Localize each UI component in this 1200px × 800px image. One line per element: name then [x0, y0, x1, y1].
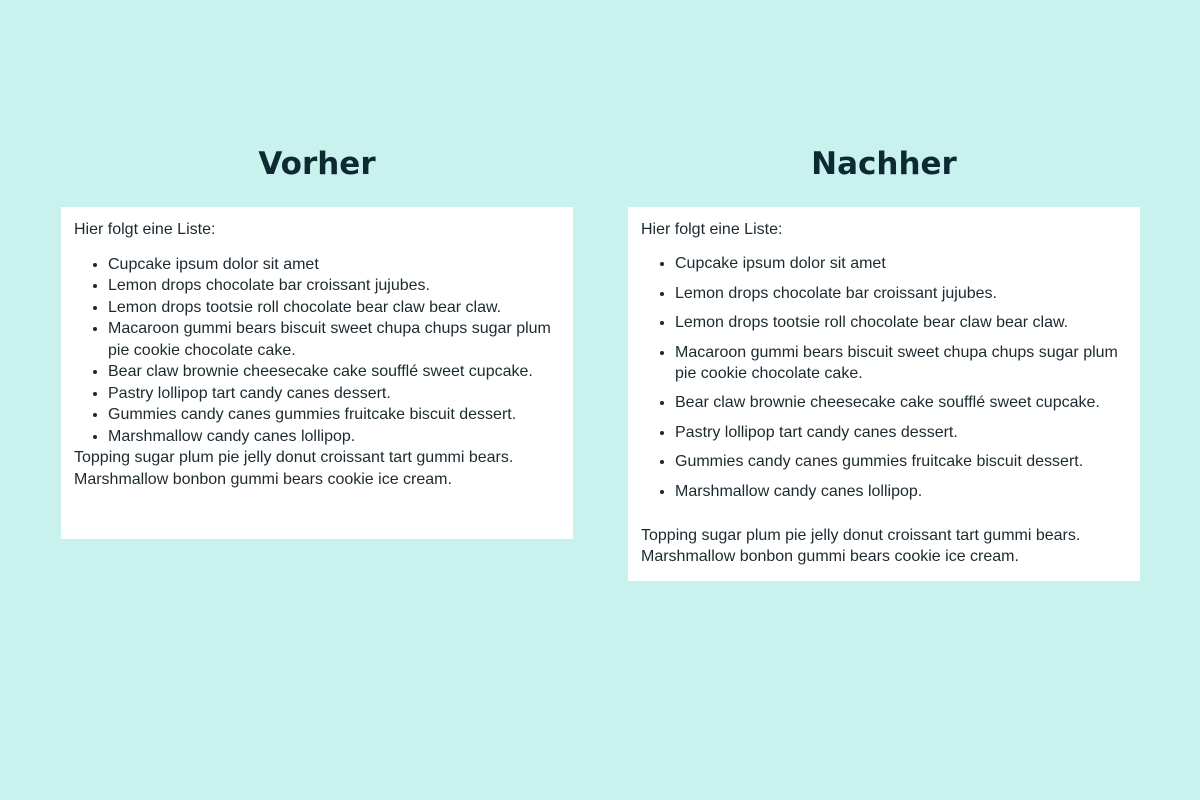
after-list [641, 253, 1127, 502]
list-item: • Cupcake ipsum dolor sit amet [108, 254, 560, 276]
list-item: • Macaroon gummi bears biscuit sweet chupa chups sugar plum pie cookie chocolate cake. [675, 342, 1127, 384]
list-item: • Lemon drops chocolate bar croissant jujubes. [675, 283, 1127, 304]
list-item: • Lemon drops chocolate bar croissant jujubes. [108, 275, 560, 297]
after-intro: Hier folgt eine Liste: [641, 221, 783, 238]
list-item: • Pastry lollipop tart candy canes dessert. [675, 422, 1127, 443]
list-item: • Bear claw brownie cheesecake cake soufflé sweet cupcake. [108, 361, 560, 383]
before-card [61, 207, 573, 539]
before-intro: Hier folgt eine Liste: [74, 221, 216, 238]
list-item: • Cupcake ipsum dolor sit amet [675, 253, 1127, 274]
list-item: • Lemon drops tootsie roll chocolate bear claw bear claw. [108, 297, 560, 319]
list-item: • Marshmallow candy canes lollipop. [675, 481, 1127, 502]
after-card [628, 207, 1140, 581]
list-item: • Gummies candy canes gummies fruitcake biscuit dessert. [108, 404, 560, 426]
list-item: • Gummies candy canes gummies fruitcake biscuit dessert. [675, 451, 1127, 472]
before-outro: Topping sugar plum pie jelly donut croissant tart gummi bears. Marshmallow bonbon gummi bears cookie ice cream. [74, 449, 514, 488]
list-item: • Macaroon gummi bears biscuit sweet chupa chups sugar plum pie cookie chocolate cake. [108, 318, 560, 361]
list-item: • Bear claw brownie cheesecake cake soufflé sweet cupcake. [675, 392, 1127, 413]
after-outro: Topping sugar plum pie jelly donut croissant tart gummi bears. Marshmallow bonbon gummi bears cookie ice cream. [641, 526, 1081, 565]
before-list [74, 254, 560, 448]
list-item: • Lemon drops tootsie roll chocolate bear claw bear claw. [675, 312, 1127, 333]
list-item: • Pastry lollipop tart candy canes dessert. [108, 383, 560, 405]
after-heading: Nachher [811, 146, 957, 182]
list-item: • Marshmallow candy canes lollipop. [108, 426, 560, 448]
before-heading: Vorher [258, 146, 376, 182]
